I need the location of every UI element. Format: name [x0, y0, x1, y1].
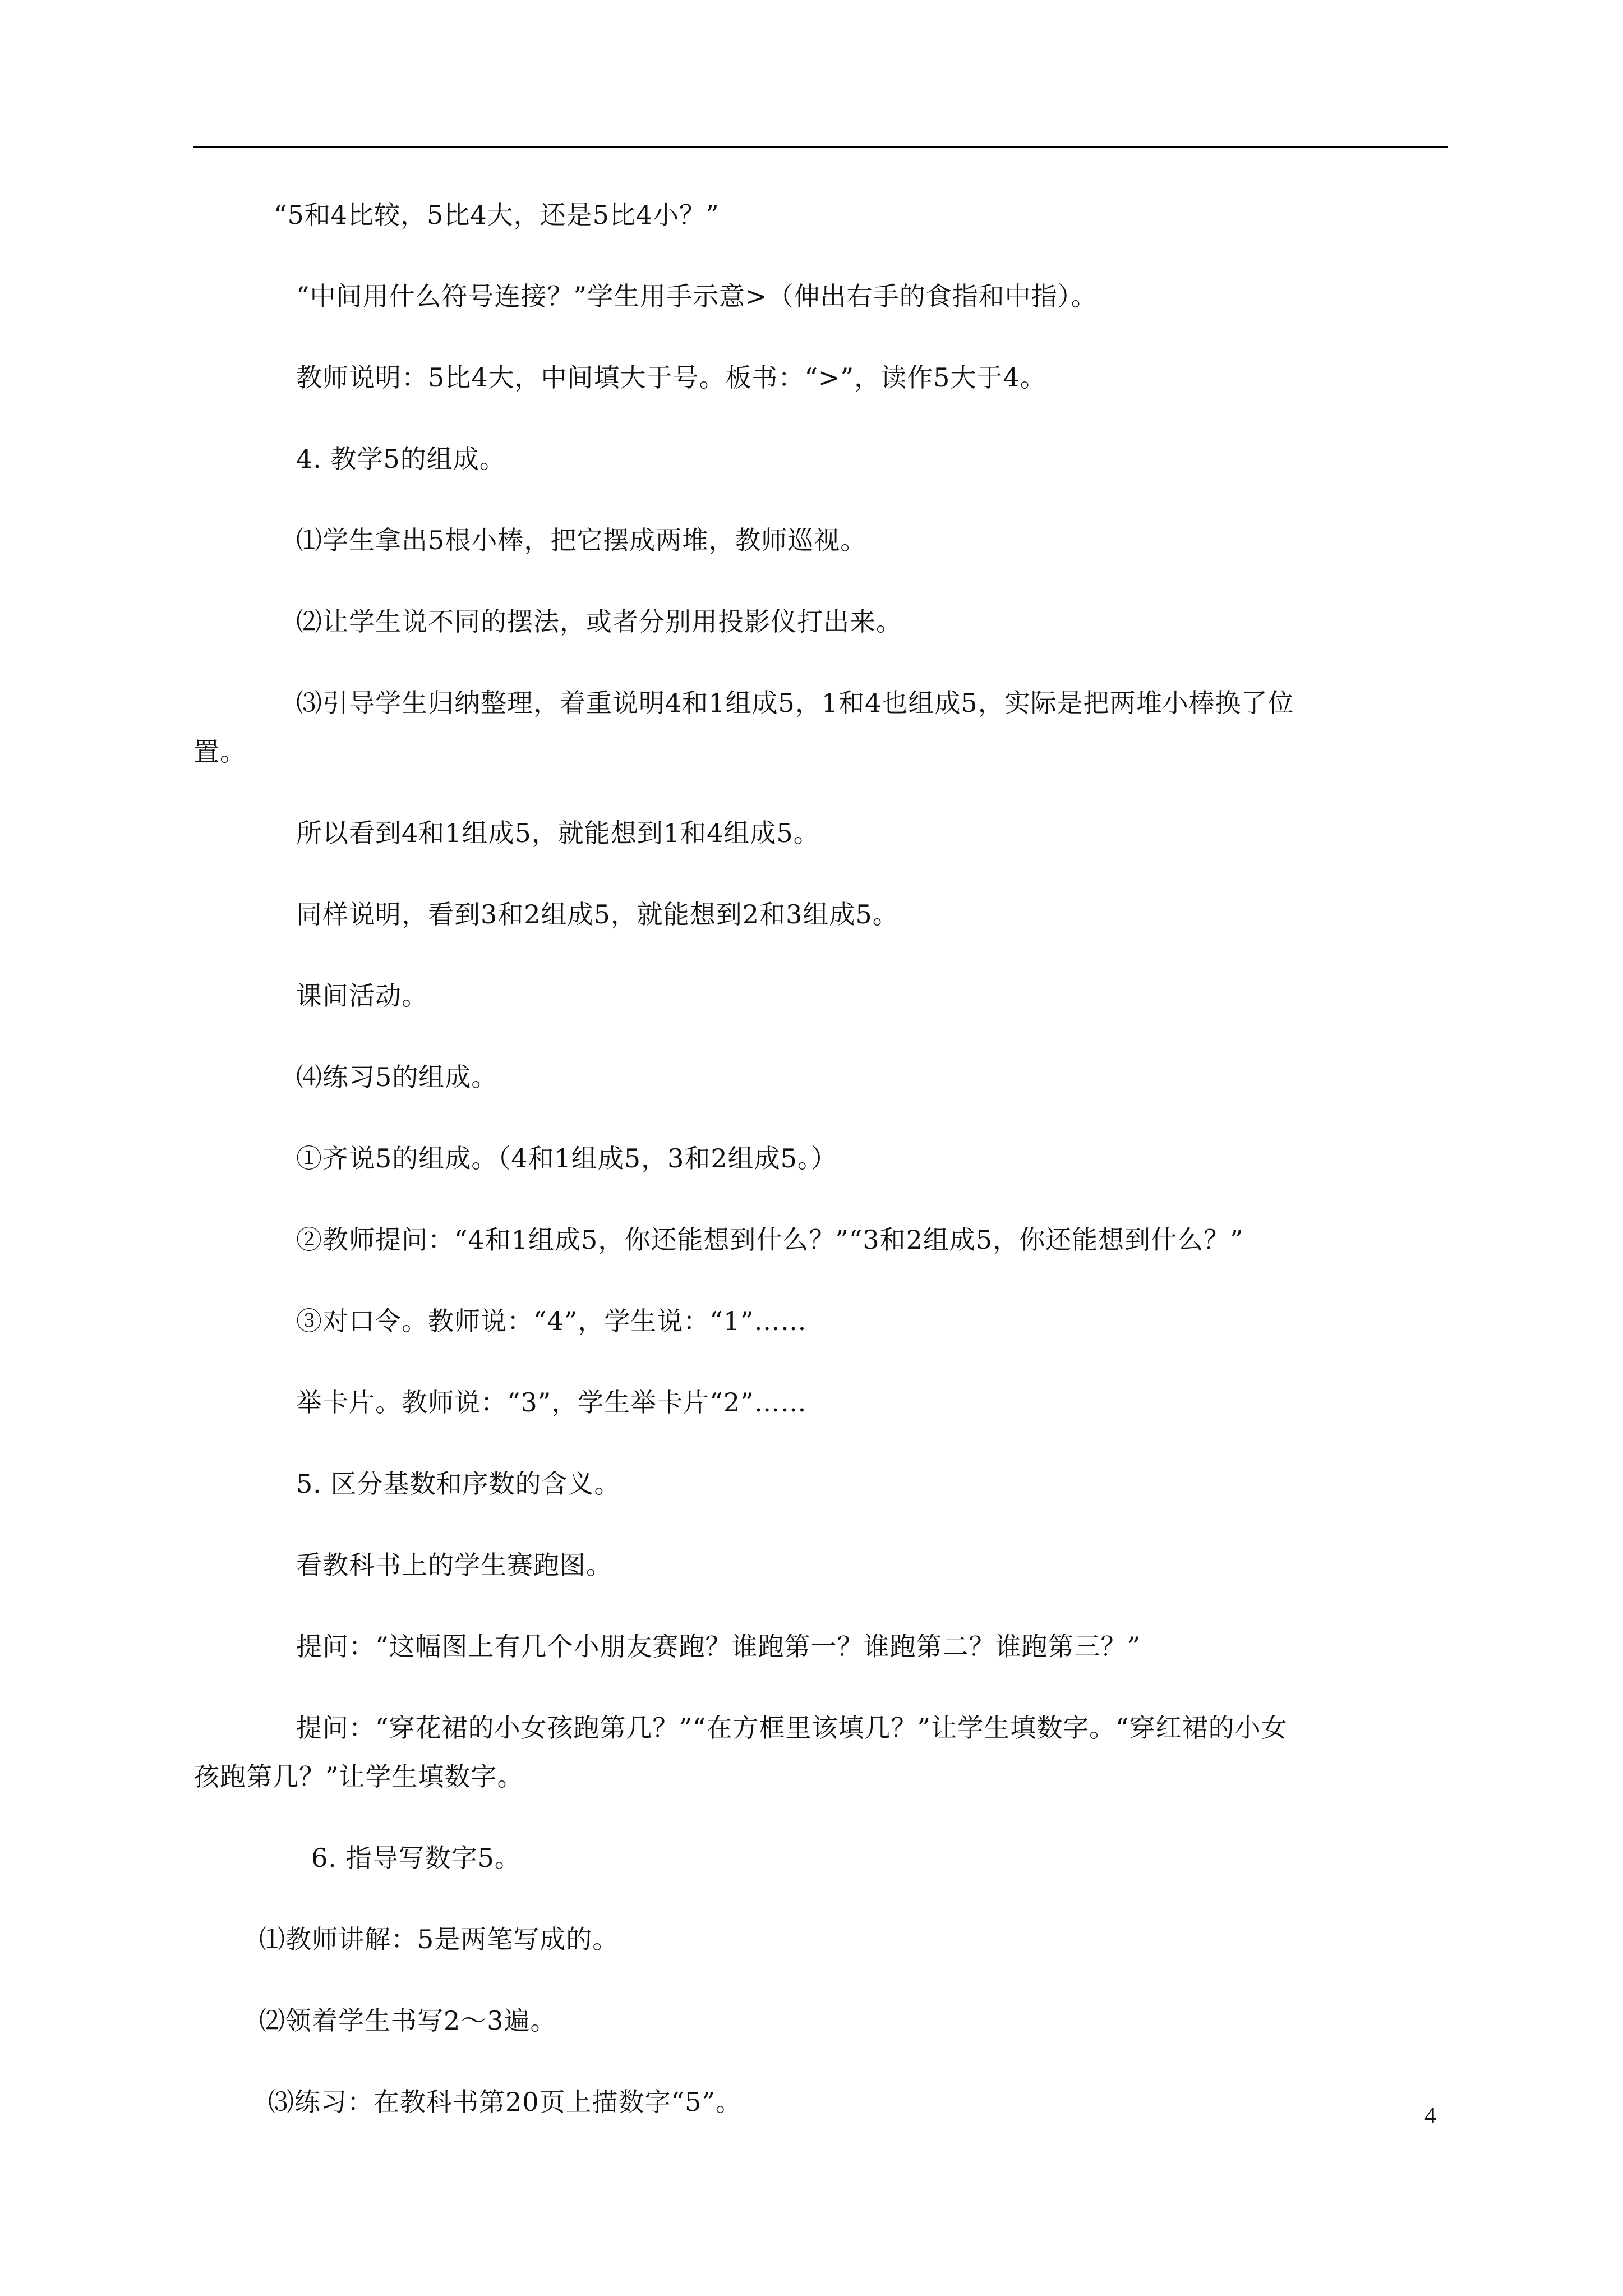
- text-line-1: “5和4比较，5比4大，还是5比4小？”: [274, 200, 720, 230]
- text-line-24: ⑵领着学生书写2～3遍。: [259, 2005, 557, 2036]
- text-line-18: 看教科书上的学生赛跑图。: [296, 1550, 612, 1580]
- text-line-3: 教师说明：5比4大，中间填大于号。板书：“>”，读作5大于4。: [296, 362, 1046, 393]
- text-line-2: “中间用什么符号连接？”学生用手示意>（伸出右手的食指和中指）。: [296, 281, 1098, 311]
- text-line-23: ⑴教师讲解：5是两笔写成的。: [259, 1924, 619, 1954]
- text-line-12: ⑷练习5的组成。: [296, 1062, 498, 1092]
- text-line-11: 课间活动。: [296, 981, 428, 1011]
- header-rule: [193, 146, 1448, 148]
- text-line-16: 举卡片。教师说：“3”，学生举卡片“2”……: [296, 1387, 807, 1418]
- text-line-15: ③对口令。教师说：“4”，学生说：“1”……: [296, 1306, 807, 1336]
- text-line-13: ①齐说5的组成。（4和1组成5，3和2组成5。）: [296, 1143, 837, 1174]
- text-line-6: ⑵让学生说不同的摆法，或者分别用投影仪打出来。: [296, 606, 902, 637]
- text-line-9: 所以看到4和1组成5，就能想到1和4组成5。: [296, 818, 820, 848]
- page-number: 4: [1424, 2103, 1436, 2129]
- heading-4: 4. 教学5的组成。: [296, 444, 506, 474]
- text-line-20: 提问：“穿花裙的小女孩跑第几？”“在方框里该填几？”让学生填数字。“穿红裙的小女: [296, 1713, 1288, 1743]
- text-line-25: ⑶练习：在教科书第20页上描数字“5”。: [268, 2087, 742, 2117]
- heading-6: 6. 指导写数字5。: [311, 1843, 521, 1873]
- text-line-5: ⑴学生拿出5根小棒，把它摆成两堆，教师巡视。: [296, 525, 867, 555]
- text-line-14: ②教师提问：“4和1组成5，你还能想到什么？”“3和2组成5，你还能想到什么？”: [296, 1225, 1244, 1255]
- text-line-10: 同样说明，看到3和2组成5，就能想到2和3组成5。: [296, 899, 899, 930]
- text-line-7: ⑶引导学生归纳整理，着重说明4和1组成5，1和4也组成5，实际是把两堆小棒换了位: [296, 688, 1294, 718]
- text-line-19: 提问：“这幅图上有几个小朋友赛跑？谁跑第一？谁跑第二？谁跑第三？”: [296, 1631, 1141, 1662]
- text-line-8: 置。: [193, 737, 246, 767]
- heading-5: 5. 区分基数和序数的含义。: [296, 1469, 621, 1499]
- text-line-21: 孩跑第几？”让学生填数字。: [193, 1761, 524, 1792]
